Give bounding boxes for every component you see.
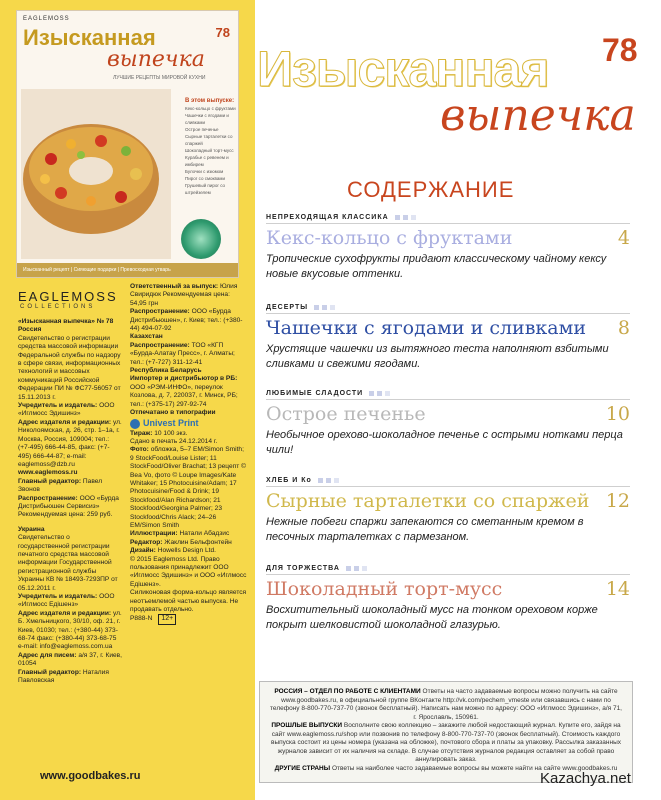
website-link[interactable]: www.goodbakes.ru	[40, 770, 141, 782]
cover-issue-number: 78	[215, 25, 230, 40]
recipe-description: Тропические сухофрукты придают классическому чайному кексу новые вкусовые оттенки.	[266, 253, 607, 280]
cover-item: Сырные тарталетки со спаржей	[185, 134, 233, 146]
eaglemoss-logo-sub: COLLECTIONS	[20, 304, 96, 310]
magazine-cover	[16, 10, 239, 278]
section-category: ДЛЯ ТОРЖЕСТВА	[266, 565, 340, 572]
magazine-title-script: выпечка	[440, 90, 636, 141]
silicone-mold-image	[181, 219, 221, 259]
cover-contents-list	[185, 97, 237, 196]
cover-item: Чашечки с ягодами и сливками	[185, 113, 229, 125]
recipe-title[interactable]: Шоколадный торт-мусс	[266, 578, 503, 600]
recipe-title[interactable]: Чашечки с ягодами и сливками	[266, 317, 587, 339]
page-number: 10	[605, 403, 630, 425]
eaglemoss-logo: EAGLEMOSS	[18, 289, 118, 304]
toc-section	[266, 390, 630, 458]
fruit-cake-image	[21, 89, 171, 259]
imprint-column-2: Ответственный за выпуск: Юлия Свиридюк Рекомендуемая цена: 54,95 грн Распространение: ООО «Бурда Дистрибьюшен», г. Киев; тел.: (+380-44) 494-07-92 Казахстан Распространение: ТОО «КГП «Бурда-Алатау Пресс», г. Алматы; тел.: (+7-727) 311-12-41 Республика Беларусь Импортер и дистрибьютор в РБ: ООО «РЭМ-ИНФО», переулок Козлова, д. 7, 220037, г. Минск, РБ; тел.: (+375-17) 297-92-74 Отпечатано в типографии Univest Print Тираж: 10 100 экз. Сдано в печать 24.12.2014 г. Фото: обложка, 5–7 EM/Simon Smith; 9 StockFood/Louise Lister; 11 StockFood/Oliver Brachat; 13 рецепт © Bea Vo, фото © Loupe Images/Kate Whitaker; 15 Photocuisine/Adam; 17 Photocuisine/Food & Drink; 19 Stockfood/Alan Richardson; 21 Stockfood/Georgina Palmer; 23 Stockfood/Chris Alack; 24–26 EM/Simon Smith Иллюстрации: Натали Абадзис Редактор: Жаклин Бельфонтейн Дизайн: Howells Design Ltd. © 2015 Eaglemoss Ltd. Право пользования принадлежит ООО «Иглмосс Эдишинз» и ООО «Иглмосс Едішенз». Силиконовая форма-кольцо является неотъемлемой частью выпуска. Не продавать отдельно. P888-N 12+	[130, 283, 248, 625]
cover-item: Курабье с ревенем и имбирем	[185, 155, 229, 167]
toc-section	[266, 477, 630, 545]
recipe-description: Восхитительный шоколадный мусс на тонком ореховом корже покрыт шелковистой шоколадной глазурью.	[266, 604, 598, 631]
section-category: НЕПРЕХОДЯЩАЯ КЛАССИКА	[266, 214, 389, 221]
decor-dots	[318, 478, 339, 483]
contents-heading: СОДЕРЖАНИЕ	[347, 177, 515, 202]
recipe-title[interactable]: Острое печенье	[266, 403, 426, 425]
customer-service-box: РОССИЯ – ОТДЕЛ ПО РАБОТЕ С КЛИЕНТАМИ Ответы на часто задаваемые вопросы можно получить на сайте www.goodbakes.ru, в официальной группе ВКонтакте http://vk.com/pechem_vmeste или связавшись с нами по телефону 8-800-770-737-70 (звонок бесплатный). Написать нам можно по адресу: ООО «Иглмосс Эдишинз», а/я 71, г. Ярославль, 150961. ПРОШЛЫЕ ВЫПУСКИ Восполните свою коллекцию – закажите любой недостающий журнал. Купите его, зайдя на сайт www.eaglemoss.ru/shop или позвонив по телефону 8-800-770-737-70 (звонок бесплатный). Стоимость каждого выпуска состоит из цены номера (указана на обложке), почтового сбора и платы за упаковку. Рассылка заказанных журналов зависит от их наличия на складе. В случае отсутствия журналов редакция оставляет за собой право аннулировать заказ. ДРУГИЕ СТРАНЫ Ответы на наиболее часто задаваемые вопросы вы можете найти на сайте www.goodbakes.ru	[259, 681, 633, 783]
cover-item: Булочки с изюмом	[185, 169, 224, 174]
section-category: ДЕСЕРТЫ	[266, 304, 309, 311]
recipe-title[interactable]: Сырные тарталетки со спаржей	[266, 490, 590, 512]
globe-icon	[130, 419, 140, 429]
printer-logo: Univest Print	[130, 419, 248, 429]
decor-dots	[314, 305, 335, 310]
toc-section	[266, 565, 630, 633]
decor-dots	[369, 391, 390, 396]
cover-item: Острое печенье	[185, 127, 219, 132]
toc-section	[266, 304, 630, 372]
magazine-title: Изысканная	[257, 41, 549, 97]
issue-number: 78	[602, 32, 638, 68]
decor-dots	[395, 215, 416, 220]
cover-item: Кекс-кольцо с фруктами	[185, 106, 236, 111]
recipe-title[interactable]: Кекс-кольцо с фруктами	[266, 227, 513, 249]
recipe-description: Необычное орехово-шоколадное печенье с острыми нотками перца чили!	[266, 429, 623, 456]
toc-section	[266, 214, 630, 282]
cover-item: Грушевый пирог со штрейзелем	[185, 183, 226, 195]
recipe-description: Хрустящие чашечки из вытяжного теста наполняют взбитыми сливками и свежими ягодами.	[266, 343, 609, 370]
section-category: ЛЮБИМЫЕ СЛАДОСТИ	[266, 390, 364, 397]
page-number: 4	[617, 227, 630, 249]
product-code: P888-N	[130, 615, 153, 623]
cover-title: Изысканная	[23, 25, 156, 50]
cover-footer: Изысканный рецепт | Сияющие подарки | Превосходная утварь	[17, 263, 238, 277]
page-number: 12	[605, 490, 630, 512]
recipe-description: Нежные побеги спаржи запекаются со сметанным кремом в песочных тарталетках с пармезаном.	[266, 516, 584, 543]
page-number: 8	[617, 317, 630, 339]
cover-subtitle: ЛУЧШИЕ РЕЦЕПТЫ МИРОВОЙ КУХНИ	[113, 75, 206, 81]
imprint-sidebar	[0, 0, 255, 800]
cover-title-script: выпечка	[107, 47, 205, 72]
section-category: ХЛЕБ И Ко	[266, 477, 312, 484]
watermark: Kazachya.net	[540, 770, 631, 787]
cover-item: Пирог со смоквами	[185, 176, 225, 181]
age-rating-badge: 12+	[158, 614, 176, 624]
decor-dots	[346, 566, 367, 571]
imprint-column-1: «Изысканная выпечка» № 78 Россия Свидетельство о регистрации средства массовой информации Федеральной службы по надзору в сфере связи, информационных технологий и массовых коммуникаций Российской Федерации ПИ № ФС77-56057 от 15.11.2013 г. Учредитель и издатель: ООО «Иглмосс Эдишинз» Адрес издателя и редакции: ул. Николоямская, д. 26, стр. 1–1а, г. Москва, Россия, 109004; тел.: (+7-495) 666-44-85, факс: (+7-495) 666-44-87; e-mail: eaglemoss@dzb.ru www.eaglemoss.ru Главный редактор: Павел Звонов Распространение: ООО «Бурда Дистрибьюшен Сервисиз» Рекомендуемая цена: 259 руб. Украина Свидетельство о государственной регистрации печатного средства массовой информации Государственной регистрационной службы Украины КВ № 18493-7293ПР от 05.12.2011 г. Учредитель и издатель: ООО «Иглмосс Едішенз» Адрес издателя и редакции: ул. Б. Хмельницкого, 30/10, оф. 21, г. Киев, 01030; тел.: (+380-44) 373-68-74 факс: (+380-44) 373-68-75 e-mail: info@eaglemoss.com.ua Адрес для писем: а/я 37, г. Киев, 01054 Главный редактор: Наталия Павловская	[18, 318, 123, 685]
cover-brand: EAGLEMOSS	[23, 16, 70, 22]
page-number: 14	[605, 578, 630, 600]
cover-item: Шоколадный торт-мусс	[185, 148, 234, 153]
cover-contents-heading: В этом выпуске:	[185, 98, 235, 104]
